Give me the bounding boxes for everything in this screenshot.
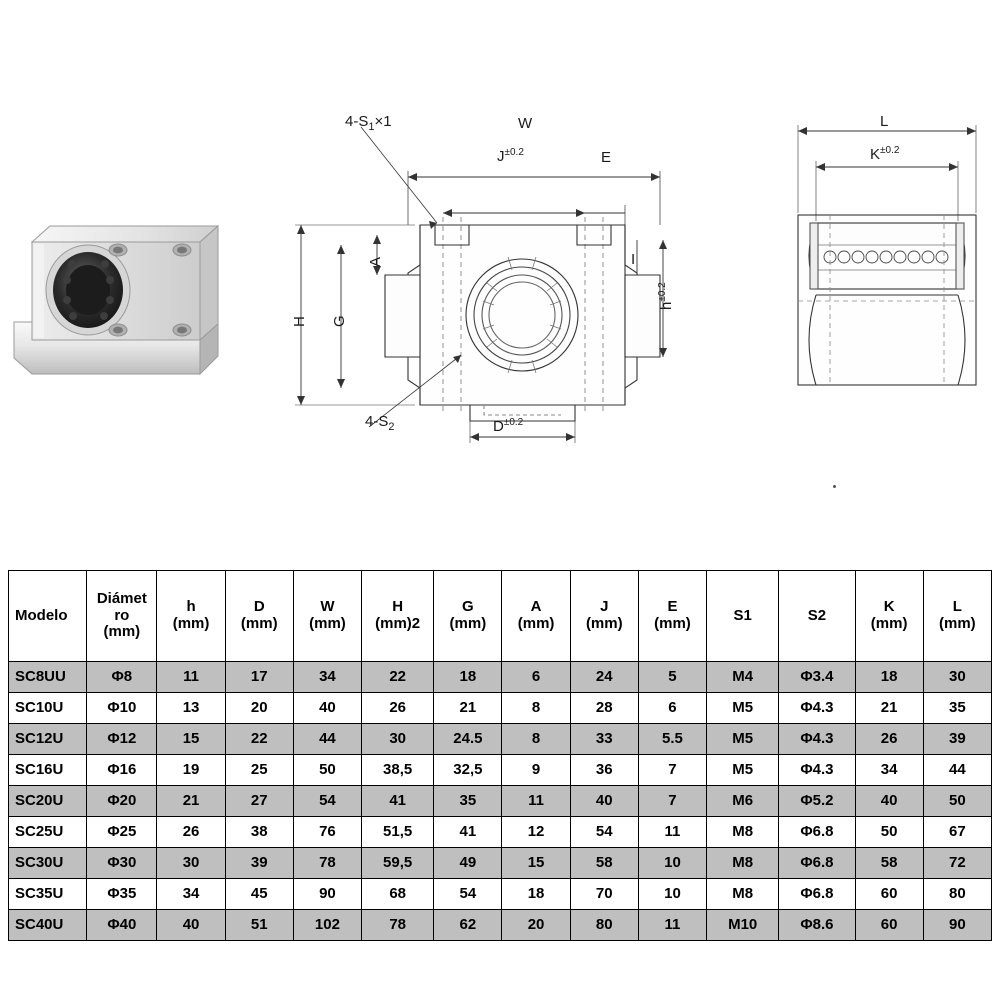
cell-modelo: SC35U xyxy=(9,879,87,910)
table-cell: 11 xyxy=(638,817,706,848)
table-row xyxy=(9,755,992,786)
table-cell: Φ35 xyxy=(87,879,157,910)
table-cell: 50 xyxy=(855,817,923,848)
table-cell: 12 xyxy=(502,817,570,848)
table-cell: 49 xyxy=(434,848,502,879)
table-cell: 38,5 xyxy=(362,755,434,786)
table-cell: 22 xyxy=(362,662,434,693)
table-cell: Φ12 xyxy=(87,724,157,755)
cell-modelo: SC25U xyxy=(9,817,87,848)
table-cell: 58 xyxy=(570,848,638,879)
table-cell: M6 xyxy=(707,786,779,817)
col-header-g xyxy=(434,571,502,662)
col-header-h-line1: h xyxy=(186,598,196,616)
col-header-w-line2: (mm) xyxy=(309,615,346,632)
table-cell: Φ6.8 xyxy=(779,879,855,910)
table-row xyxy=(9,693,992,724)
table-cell: Φ5.2 xyxy=(779,786,855,817)
table-cell: 33 xyxy=(570,724,638,755)
table-cell: Φ8 xyxy=(87,662,157,693)
table-cell: 11 xyxy=(502,786,570,817)
table-cell: 50 xyxy=(293,755,361,786)
table-cell: 59,5 xyxy=(362,848,434,879)
label-screw-s2: $4-S_2$ xyxy=(365,413,395,433)
table-row xyxy=(9,910,992,941)
table-cell: Φ30 xyxy=(87,848,157,879)
table-cell: 6 xyxy=(502,662,570,693)
col-header-j xyxy=(570,571,638,662)
product-photo xyxy=(10,190,235,395)
table-cell: 78 xyxy=(293,848,361,879)
table-cell: Φ4.3 xyxy=(779,724,855,755)
table-cell: Φ8.6 xyxy=(779,910,855,941)
table-cell: M4 xyxy=(707,662,779,693)
table-cell: 60 xyxy=(855,910,923,941)
col-header-s2 xyxy=(779,571,855,662)
table-cell: 26 xyxy=(362,693,434,724)
table-cell: 7 xyxy=(638,755,706,786)
col-header-e xyxy=(638,571,706,662)
table-cell: 28 xyxy=(570,693,638,724)
table-cell: 58 xyxy=(855,848,923,879)
table-cell: 40 xyxy=(157,910,225,941)
col-header-diametro-line1: Diámet xyxy=(96,589,147,607)
col-header-d xyxy=(225,571,293,662)
col-header-modelo xyxy=(9,571,87,662)
col-header-g-line1: G xyxy=(462,598,474,616)
table-cell: 27 xyxy=(225,786,293,817)
table-cell: 9 xyxy=(502,755,570,786)
col-header-a-line1: A xyxy=(530,598,542,616)
table-cell: M5 xyxy=(707,693,779,724)
table-cell: 21 xyxy=(157,786,225,817)
table-cell: 40 xyxy=(855,786,923,817)
col-header-l-line1: L xyxy=(952,598,962,616)
table-cell: 20 xyxy=(225,693,293,724)
table-cell: Φ6.8 xyxy=(779,817,855,848)
table-cell: 34 xyxy=(855,755,923,786)
cell-modelo: SC20U xyxy=(9,786,87,817)
table-cell: 44 xyxy=(293,724,361,755)
table-cell: 70 xyxy=(570,879,638,910)
col-header-hbig-line1: H xyxy=(392,598,404,616)
table-header xyxy=(9,571,992,662)
cell-modelo: SC30U xyxy=(9,848,87,879)
table-cell: 24 xyxy=(570,662,638,693)
table-cell: 54 xyxy=(293,786,361,817)
table-cell: 60 xyxy=(855,879,923,910)
label-w: W xyxy=(518,115,533,132)
col-header-e-line2: (mm) xyxy=(654,615,691,632)
stray-dot xyxy=(833,485,836,488)
table-cell: M8 xyxy=(707,817,779,848)
col-header-s1-line1: S1 xyxy=(733,606,752,624)
table-cell: 11 xyxy=(638,910,706,941)
col-header-d-line2: (mm) xyxy=(240,615,278,632)
label-e: E xyxy=(601,149,612,166)
specification-table xyxy=(8,570,992,941)
table-cell: 54 xyxy=(434,879,502,910)
table-cell: M8 xyxy=(707,879,779,910)
table-cell: 30 xyxy=(157,848,225,879)
table-cell: Φ4.3 xyxy=(779,755,855,786)
table-cell: 39 xyxy=(923,724,991,755)
front-view-svg xyxy=(265,105,685,465)
table-cell: 90 xyxy=(923,910,991,941)
side-view-drawing xyxy=(770,105,1000,435)
table-cell: 24.5 xyxy=(434,724,502,755)
col-header-s1 xyxy=(707,571,779,662)
table-cell: Φ10 xyxy=(87,693,157,724)
table-cell: 50 xyxy=(923,786,991,817)
label-a: A xyxy=(367,256,384,267)
table-row xyxy=(9,662,992,693)
table-cell: 39 xyxy=(225,848,293,879)
table-cell: 68 xyxy=(362,879,434,910)
col-header-d-line1: D xyxy=(253,598,265,616)
table-cell: 21 xyxy=(434,693,502,724)
label-h-big: H xyxy=(291,316,308,327)
table-cell: 5.5 xyxy=(638,724,706,755)
table-cell: 11 xyxy=(157,662,225,693)
table-body xyxy=(9,662,992,941)
table-cell: M8 xyxy=(707,848,779,879)
table-cell: 21 xyxy=(855,693,923,724)
table-cell: Φ20 xyxy=(87,786,157,817)
col-header-diametro-line3: (mm) xyxy=(103,623,141,641)
table-cell: 32,5 xyxy=(434,755,502,786)
table-cell: 67 xyxy=(923,817,991,848)
col-header-diametro xyxy=(87,571,157,662)
col-header-l-line2: (mm) xyxy=(939,615,976,632)
col-header-modelo-line1: Modelo xyxy=(15,606,68,624)
table-cell: 18 xyxy=(502,879,570,910)
col-header-a-line2: (mm) xyxy=(517,615,555,632)
table-cell: 102 xyxy=(293,910,361,941)
table-cell: Φ16 xyxy=(87,755,157,786)
col-header-diametro-line2: ro xyxy=(114,606,130,624)
table-cell: 10 xyxy=(638,879,706,910)
table-cell: Φ4.3 xyxy=(779,693,855,724)
cell-modelo: SC8UU xyxy=(9,662,87,693)
table-cell: 30 xyxy=(362,724,434,755)
table-cell: 22 xyxy=(225,724,293,755)
table-cell: M5 xyxy=(707,755,779,786)
col-header-k-line2: (mm) xyxy=(870,615,908,632)
table-cell: 8 xyxy=(502,693,570,724)
table-row xyxy=(9,879,992,910)
label-g: G xyxy=(331,315,348,327)
table-cell: 25 xyxy=(225,755,293,786)
table-cell: 62 xyxy=(434,910,502,941)
table-cell: 8 xyxy=(502,724,570,755)
table-cell: 51 xyxy=(225,910,293,941)
col-header-k xyxy=(855,571,923,662)
front-view-drawing xyxy=(265,105,685,465)
table-cell: 26 xyxy=(157,817,225,848)
label-h-small: $h^{\pm 0.2}$ xyxy=(657,282,675,310)
table-cell: 30 xyxy=(923,662,991,693)
table-cell: 26 xyxy=(855,724,923,755)
table-cell: 15 xyxy=(502,848,570,879)
table-cell: 10 xyxy=(638,848,706,879)
bearing-block-photo-svg xyxy=(10,190,235,395)
col-header-hbig-line2: (mm)2 xyxy=(375,615,421,632)
table-cell: 5 xyxy=(638,662,706,693)
col-header-k-line1: K xyxy=(883,598,895,616)
col-header-w-line1: W xyxy=(320,598,335,616)
table-cell: M10 xyxy=(707,910,779,941)
table-cell: 44 xyxy=(923,755,991,786)
table-cell: 34 xyxy=(157,879,225,910)
col-header-l xyxy=(923,571,991,662)
table-cell: 54 xyxy=(570,817,638,848)
table-row xyxy=(9,848,992,879)
table-cell: 18 xyxy=(434,662,502,693)
table-cell: 40 xyxy=(570,786,638,817)
label-i: I xyxy=(631,251,636,268)
table-cell: 36 xyxy=(570,755,638,786)
col-header-h xyxy=(157,571,225,662)
col-header-w xyxy=(293,571,361,662)
table-cell: 7 xyxy=(638,786,706,817)
cell-modelo: SC40U xyxy=(9,910,87,941)
cell-modelo: SC12U xyxy=(9,724,87,755)
table-row xyxy=(9,817,992,848)
table-cell: 20 xyxy=(502,910,570,941)
table-cell: 40 xyxy=(293,693,361,724)
table-row xyxy=(9,786,992,817)
table-cell: Φ3.4 xyxy=(779,662,855,693)
label-screw-s1: $4-S_1\times 1$ xyxy=(345,113,392,133)
table-cell: 45 xyxy=(225,879,293,910)
table-cell: 51,5 xyxy=(362,817,434,848)
table-header-row xyxy=(9,571,992,662)
table-cell: 76 xyxy=(293,817,361,848)
col-header-j-line1: J xyxy=(600,598,609,616)
table-cell: 78 xyxy=(362,910,434,941)
label-j: $J^{\pm 0.2}$ xyxy=(497,147,524,165)
table-cell: Φ25 xyxy=(87,817,157,848)
table-cell: 6 xyxy=(638,693,706,724)
col-header-h-line2: (mm) xyxy=(172,615,210,632)
table-row xyxy=(9,724,992,755)
table-cell: 35 xyxy=(434,786,502,817)
cell-modelo: SC10U xyxy=(9,693,87,724)
table-cell: Φ6.8 xyxy=(779,848,855,879)
label-k: $K^{\pm 0.2}$ xyxy=(870,145,900,163)
table-cell: 90 xyxy=(293,879,361,910)
col-header-g-line2: (mm) xyxy=(449,615,487,632)
label-l: L xyxy=(880,113,889,130)
table-cell: 15 xyxy=(157,724,225,755)
table-cell: 80 xyxy=(570,910,638,941)
col-header-e-line1: E xyxy=(667,598,678,616)
table-cell: 18 xyxy=(855,662,923,693)
col-header-a xyxy=(502,571,570,662)
table-cell: 34 xyxy=(293,662,361,693)
table-cell: 72 xyxy=(923,848,991,879)
table-cell: Φ40 xyxy=(87,910,157,941)
col-header-j-line2: (mm) xyxy=(585,615,623,632)
table-cell: 41 xyxy=(362,786,434,817)
table-cell: 17 xyxy=(225,662,293,693)
table-cell: 80 xyxy=(923,879,991,910)
col-header-s2-line1: S2 xyxy=(807,606,827,624)
table-cell: 13 xyxy=(157,693,225,724)
table-cell: 38 xyxy=(225,817,293,848)
label-d: $D^{\pm 0.2}$ xyxy=(493,417,524,435)
table-cell: 35 xyxy=(923,693,991,724)
table-cell: M5 xyxy=(707,724,779,755)
table-cell: 19 xyxy=(157,755,225,786)
col-header-hbig xyxy=(362,571,434,662)
cell-modelo: SC16U xyxy=(9,755,87,786)
table-cell: 41 xyxy=(434,817,502,848)
